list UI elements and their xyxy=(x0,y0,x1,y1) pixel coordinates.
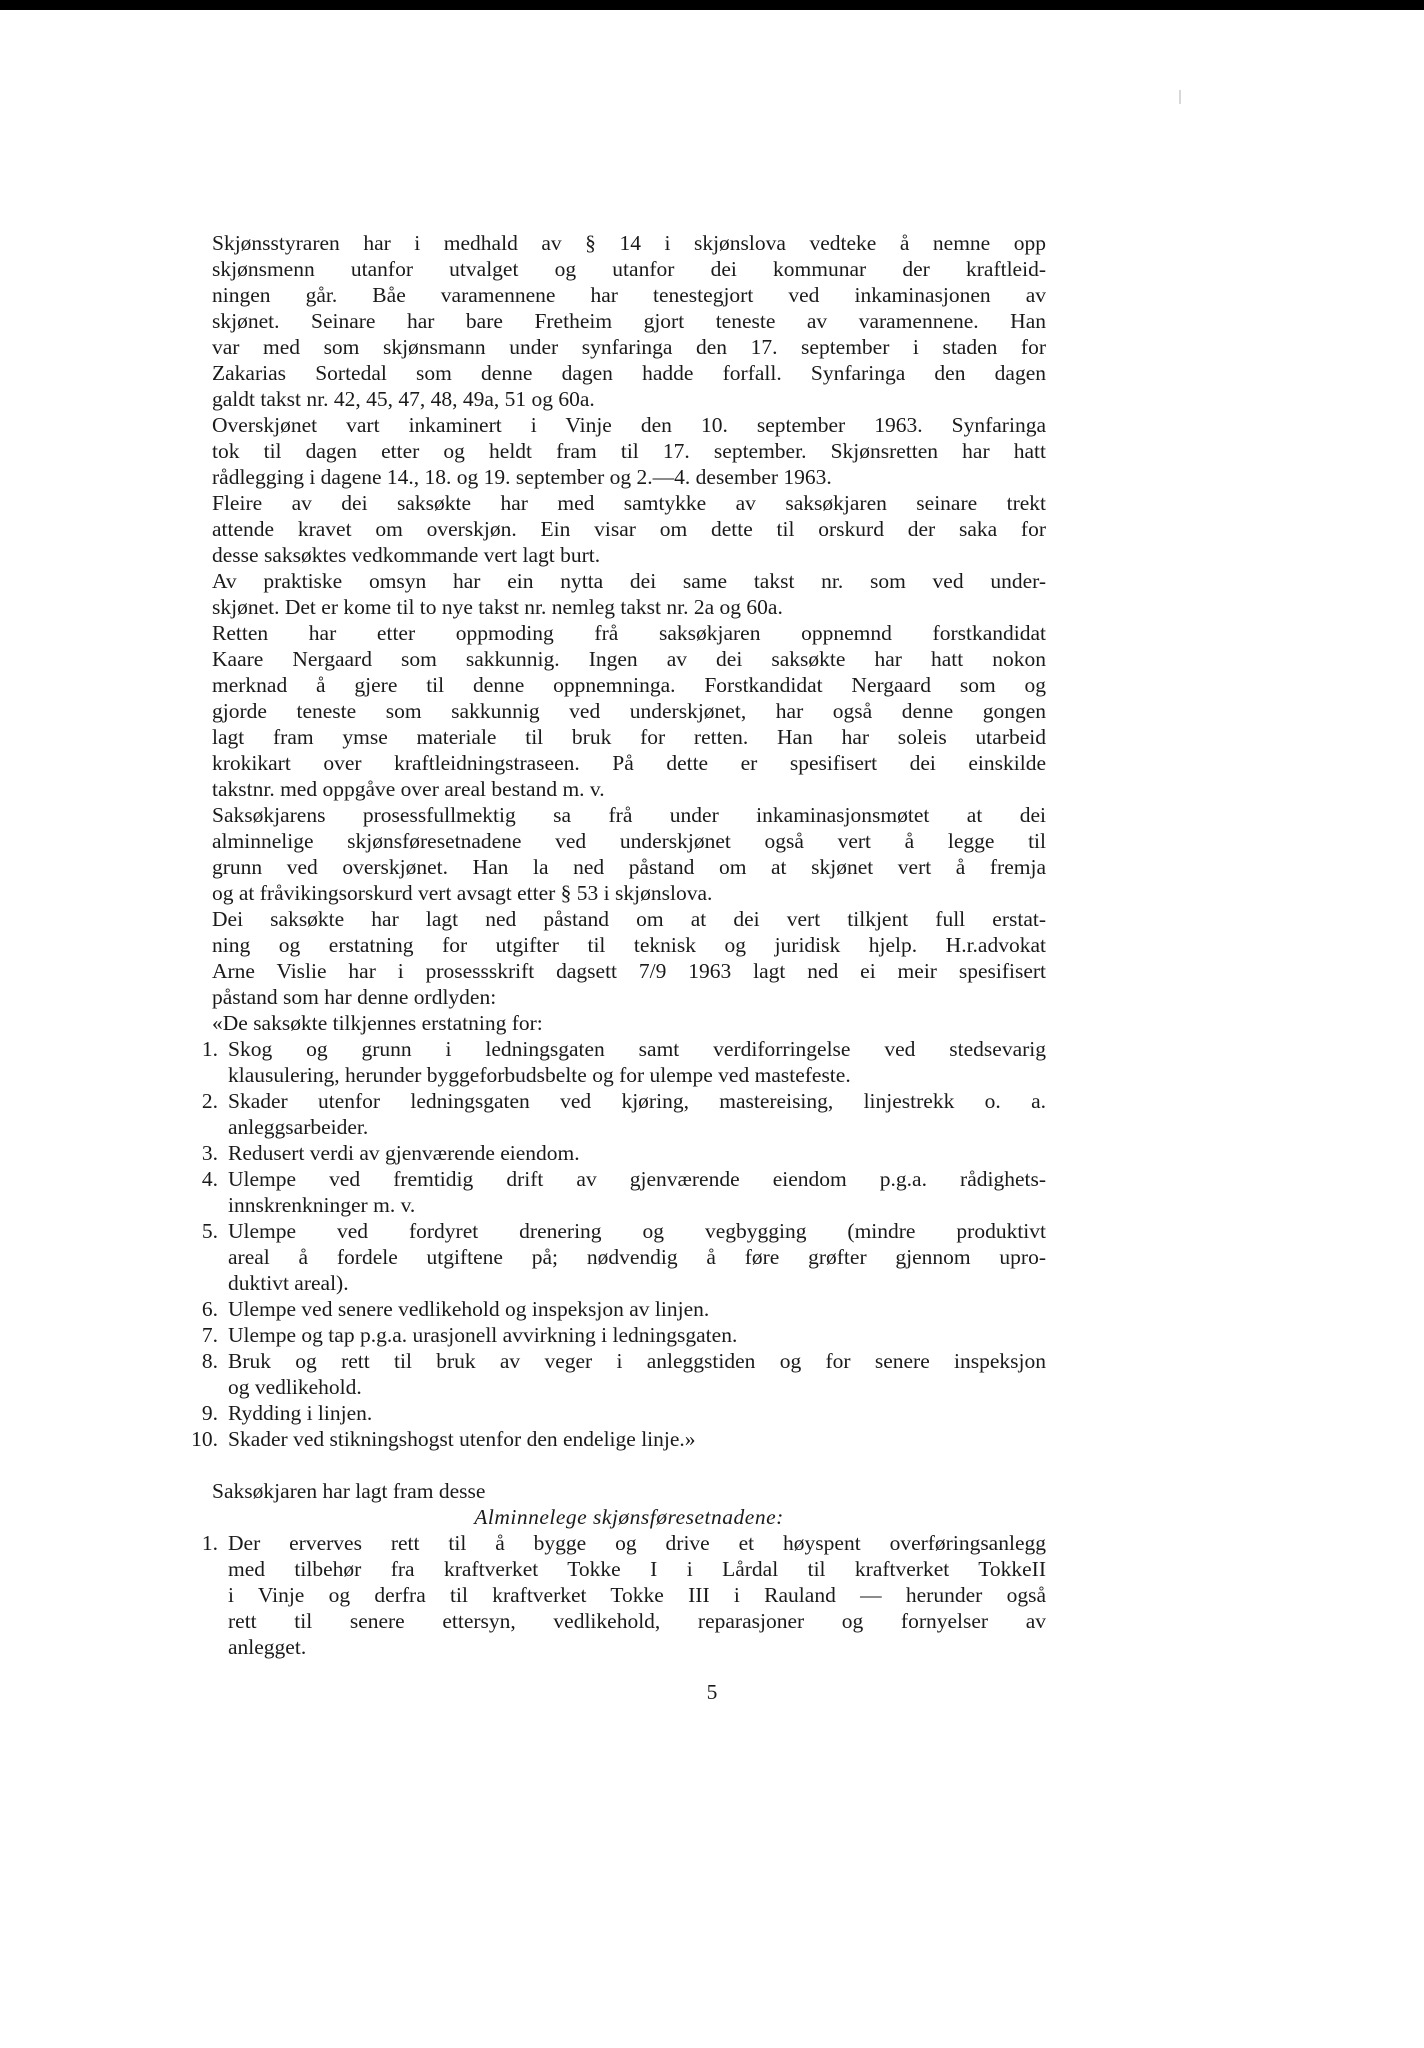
list-item-text xyxy=(228,1348,1046,1400)
text-line: desse saksøktes vedkommande vert lagt burt. xyxy=(212,543,601,567)
list-item-number: 1. xyxy=(201,1037,218,1061)
list-item xyxy=(201,1166,1046,1218)
list-item xyxy=(201,1140,1046,1166)
list-item-text xyxy=(228,1036,1046,1088)
text-line: anleggsarbeider. xyxy=(228,1115,369,1139)
text-line: Der erverves rett til å bygge og drive et høyspent overføringsanlegg xyxy=(228,1531,1046,1555)
text-line: grunn ved overskjønet. Han la ned påstand om at skjønet vert å fremja xyxy=(212,855,1046,879)
text-line: Fleire av dei saksøkte har med samtykke av saksøkjaren seinare trekt xyxy=(212,491,1046,515)
list-item-number: 7. xyxy=(201,1323,218,1347)
text-line: rett til senere ettersyn, vedlikehold, reparasjoner og fornyelser av xyxy=(228,1609,1046,1633)
text-line: Dei saksøkte har lagt ned påstand om at dei vert tilkjent full erstat- xyxy=(212,907,1046,931)
text-line: Zakarias Sortedal som denne dagen hadde forfall. Synfaringa den dagen xyxy=(212,361,1046,385)
text-line: Bruk og rett til bruk av veger i anleggstiden og for senere inspeksjon xyxy=(228,1349,1046,1373)
list-item xyxy=(201,1530,1046,1660)
text-line: Rydding i linjen. xyxy=(228,1401,373,1425)
list-item xyxy=(201,1322,1046,1348)
scan-top-border xyxy=(0,0,1424,10)
text-line: ning og erstatning for utgifter til teknisk og juridisk hjelp. H.r.advokat xyxy=(212,933,1046,957)
text-line: Skader utenfor ledningsgaten ved kjøring, mastereising, linjestrekk o. a. xyxy=(228,1089,1046,1113)
text-line: gjorde teneste som sakkunnig ved underskjønet, har også denne gongen xyxy=(212,699,1046,723)
page-number: 5 xyxy=(706,1680,718,1704)
paragraph xyxy=(212,620,1046,802)
text-line: Ulempe ved fordyret drenering og vegbygging (mindre produktivt xyxy=(228,1219,1046,1243)
list-item-text xyxy=(228,1088,1046,1140)
list-item xyxy=(201,1036,1046,1088)
list-item-text xyxy=(228,1530,1046,1660)
list-item-text xyxy=(228,1218,1046,1296)
text-line: skjønet. Det er kome til to nye takst nr. nemleg takst nr. 2a og 60a. xyxy=(212,595,783,619)
conditions-list xyxy=(201,1530,1046,1660)
text-line: Overskjønet vart inkaminert i Vinje den 10. september 1963. Synfaringa xyxy=(212,413,1046,437)
list-item xyxy=(201,1400,1046,1426)
text-line: alminnelige skjønsføresetnadene ved underskjønet også vert å legge til xyxy=(212,829,1046,853)
text-line: Ulempe ved senere vedlikehold og inspeksjon av linjen. xyxy=(228,1297,710,1321)
list-item-number: 4. xyxy=(201,1167,218,1191)
list-item-text xyxy=(228,1296,1046,1322)
document-page xyxy=(191,230,1046,1660)
text-line: rådlegging i dagene 14., 18. og 19. september og 2.—4. desember 1963. xyxy=(212,465,832,489)
text-line: Skog og grunn i ledningsgaten samt verdiforringelse ved stedsevarig xyxy=(228,1037,1046,1061)
body-paragraphs xyxy=(212,230,1046,1010)
text-line: Retten har etter oppmoding frå saksøkjaren oppnemnd forstkandidat xyxy=(212,621,1046,645)
list-item-number: 3. xyxy=(201,1141,218,1165)
text-line: Ulempe og tap p.g.a. urasjonell avvirkning i ledningsgaten. xyxy=(228,1323,738,1347)
text-line: ningen går. Båe varamennene har tenestegjort ved inkaminasjonen av xyxy=(212,283,1046,307)
text-line: tok til dagen etter og heldt fram til 17. september. Skjønsretten har hatt xyxy=(212,439,1046,463)
paragraph xyxy=(212,568,1046,620)
text-line: attende kravet om overskjøn. Ein visar om dette til orskurd der saka for xyxy=(212,517,1046,541)
list-item-text xyxy=(228,1140,1046,1166)
text-line: galdt takst nr. 42, 45, 47, 48, 49a, 51 og 60a. xyxy=(212,387,595,411)
list-item-number: 10. xyxy=(191,1427,218,1451)
quote-intro: «De saksøkte tilkjennes erstatning for: xyxy=(212,1011,543,1035)
list-item-number: 2. xyxy=(201,1089,218,1113)
text-line: areal å fordele utgiftene på; nødvendig å føre grøfter gjennom upro- xyxy=(228,1245,1046,1269)
text-line: skjønet. Seinare har bare Fretheim gjort teneste av varamennene. Han xyxy=(212,309,1046,333)
list-item-number: 6. xyxy=(201,1297,218,1321)
text-line: og vedlikehold. xyxy=(228,1375,362,1399)
text-line: Saksøkjarens prosessfullmektig sa frå under inkaminasjonsmøtet at dei xyxy=(212,803,1046,827)
list-item-number: 5. xyxy=(201,1219,218,1243)
paragraph xyxy=(212,412,1046,490)
paragraph xyxy=(212,906,1046,1010)
section-heading: Alminnelege skjønsføresetnadene: xyxy=(474,1505,784,1529)
text-line: Skjønsstyraren har i medhald av § 14 i skjønslova vedteke å nemne opp xyxy=(212,231,1046,255)
text-line: i Vinje og derfra til kraftverket Tokke III i Rauland — herunder også xyxy=(228,1583,1046,1607)
spacer xyxy=(212,1452,1046,1478)
text-line: med tilbehør fra kraftverket Tokke I i Lårdal til kraftverket TokkeII xyxy=(228,1557,1046,1581)
list-item-number: 1. xyxy=(201,1531,218,1555)
list-item-text xyxy=(228,1400,1046,1426)
list-item xyxy=(201,1088,1046,1140)
list-item-text xyxy=(228,1322,1046,1348)
text-line: lagt fram ymse materiale til bruk for retten. Han har soleis utarbeid xyxy=(212,725,1046,749)
text-line: og at fråvikingsorskurd vert avsagt etter § 53 i skjønslova. xyxy=(212,881,713,905)
text-line: Kaare Nergaard som sakkunnig. Ingen av dei saksøkte har hatt nokon xyxy=(212,647,1046,671)
list-item-text xyxy=(228,1166,1046,1218)
paragraph xyxy=(212,802,1046,906)
list-item-text xyxy=(228,1426,1046,1452)
list-item xyxy=(191,1426,1046,1452)
list-item-number: 9. xyxy=(201,1401,218,1425)
list-item xyxy=(201,1296,1046,1322)
text-line: innskrenkninger m. v. xyxy=(228,1193,416,1217)
text-line: skjønsmenn utanfor utvalget og utanfor dei kommunar der kraftleid- xyxy=(212,257,1046,281)
text-line: Redusert verdi av gjenværende eiendom. xyxy=(228,1141,580,1165)
text-line: anlegget. xyxy=(228,1635,307,1659)
claims-list xyxy=(191,1036,1046,1452)
text-line: Av praktiske omsyn har ein nytta dei same takst nr. som ved under- xyxy=(212,569,1046,593)
text-line: var med som skjønsmann under synfaringa den 17. september i staden for xyxy=(212,335,1046,359)
text-line: duktivt areal). xyxy=(228,1271,349,1295)
text-line: krokikart over kraftleidningstraseen. På dette er spesifisert dei einskilde xyxy=(212,751,1046,775)
text-line: takstnr. med oppgåve over areal bestand m. v. xyxy=(212,777,605,801)
paragraph xyxy=(212,490,1046,568)
text-line: Arne Vislie har i prosessskrift dagsett 7/9 1963 lagt ned ei meir spesifisert xyxy=(212,959,1046,983)
list-item xyxy=(201,1218,1046,1296)
text-line: merknad å gjere til denne oppnemninga. Forstkandidat Nergaard som og xyxy=(212,673,1046,697)
list-item xyxy=(201,1348,1046,1400)
text-line: Skader ved stikningshogst utenfor den endelige linje.» xyxy=(228,1427,696,1451)
text-line: klausulering, herunder byggeforbudsbelte og for ulempe ved mastefeste. xyxy=(228,1063,851,1087)
text-line: påstand som har denne ordlyden: xyxy=(212,985,497,1009)
after-text: Saksøkjaren har lagt fram desse xyxy=(212,1479,486,1503)
text-line: Ulempe ved fremtidig drift av gjenværende eiendom p.g.a. rådighets- xyxy=(228,1167,1046,1191)
scan-mark xyxy=(1179,90,1181,104)
paragraph xyxy=(212,230,1046,412)
list-item-number: 8. xyxy=(201,1349,218,1373)
